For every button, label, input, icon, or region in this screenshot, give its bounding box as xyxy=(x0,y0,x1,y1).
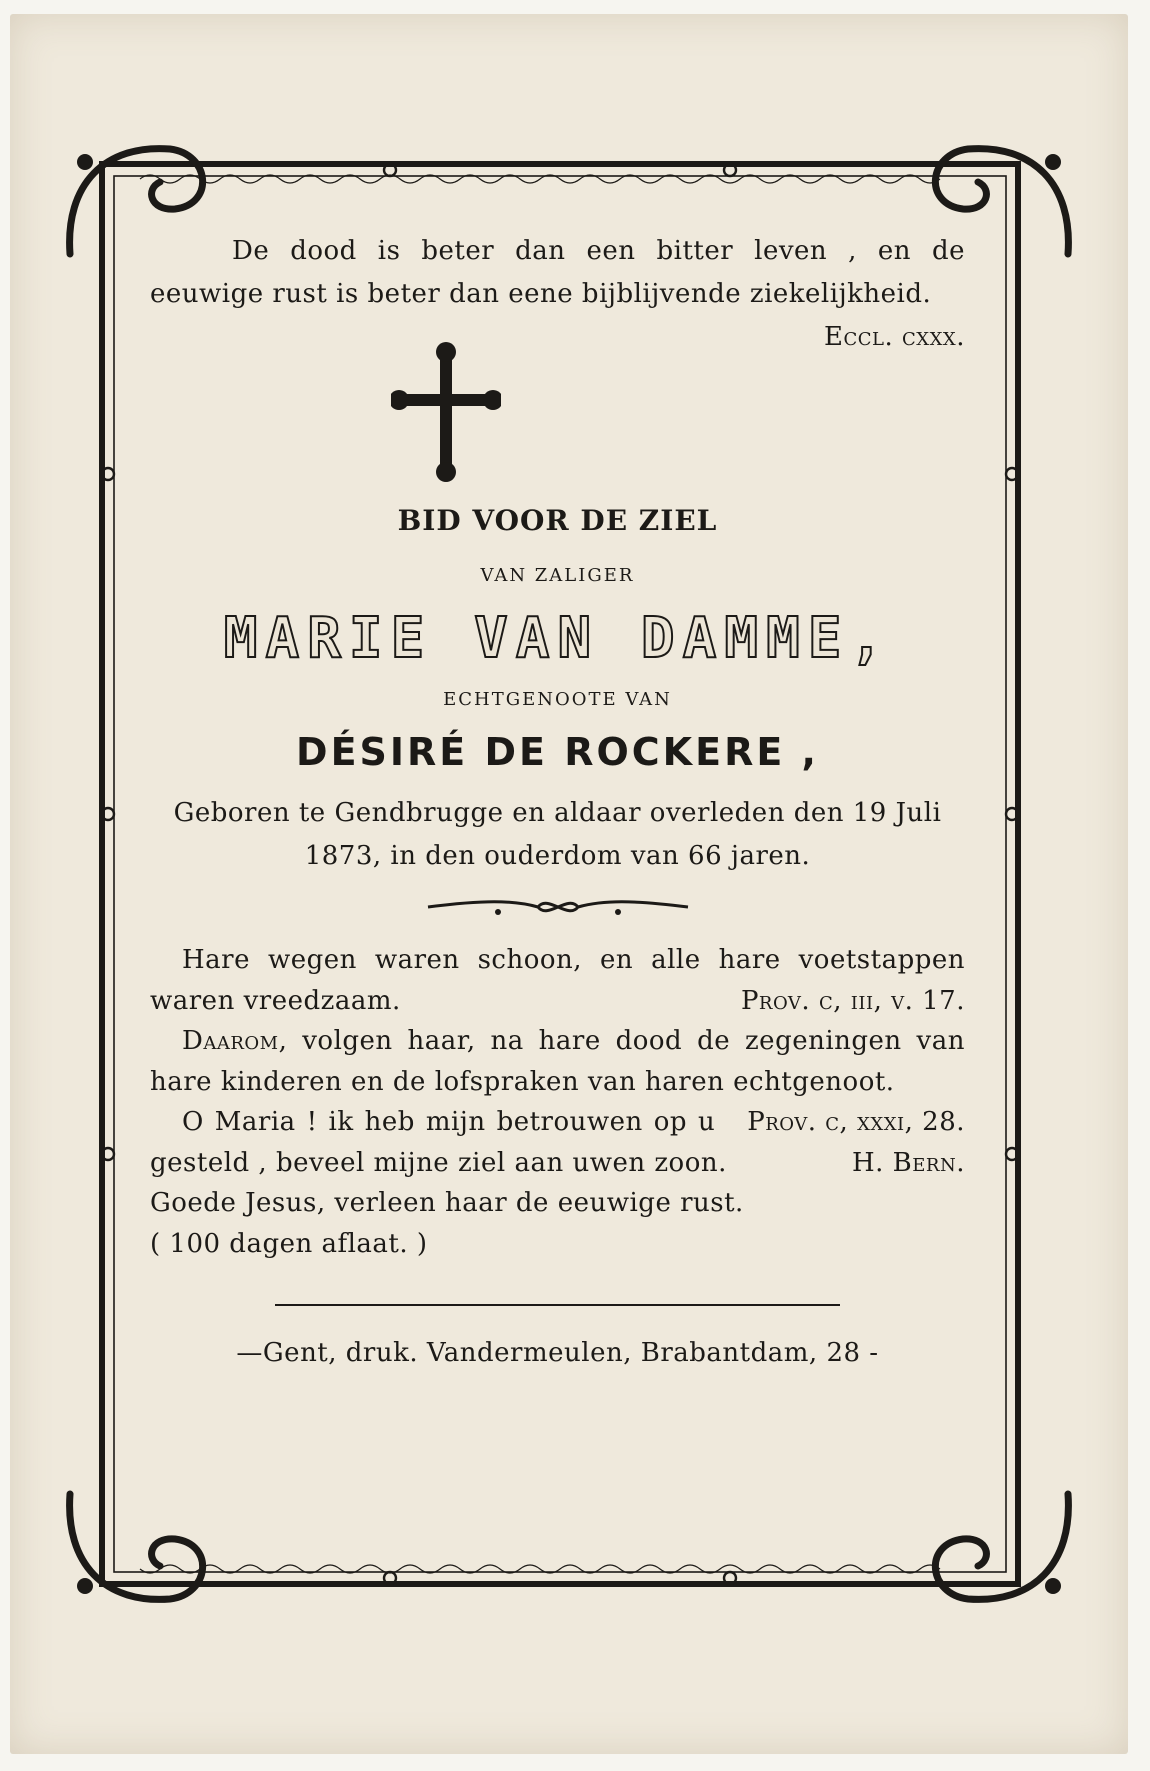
prayer-1-text: Hare wegen waren schoon, en alle hare voetstappen waren vreedzaam. xyxy=(150,945,965,1016)
deceased-name: MARIE VAN DAMME, xyxy=(223,606,892,671)
epigraph xyxy=(150,230,965,352)
epigraph-reference: Eccl. cxxx. xyxy=(824,322,965,352)
prayer-1 xyxy=(150,940,965,1021)
prayer-3-text: O Maria ! ik heb mijn betrouwen op u gesteld , beveel mijne ziel aan uwen zoon. xyxy=(150,1107,727,1178)
cross-icon xyxy=(391,342,501,482)
closing-prayer: Goede Jesus, verleen haar de eeuwige rust. xyxy=(150,1188,744,1218)
indulgence: ( 100 dagen aflaat. ) xyxy=(150,1228,428,1259)
spouse-name: DÉSIRÉ DE ROCKERE , xyxy=(296,730,819,774)
prayer-2 xyxy=(150,1021,965,1137)
prayer-texts xyxy=(150,940,965,1264)
birth-death-text: Geboren te Gendbrugge en aldaar overleden den 19 Juli 1873, in den ouderdom van 66 jaren. xyxy=(173,798,942,871)
prayer-1-ref: Prov. c, iii, v. 17. xyxy=(740,985,965,1016)
flourish-divider xyxy=(423,892,693,922)
van-zaliger: VAN ZALIGER xyxy=(480,565,635,586)
prayer-2-text: , volgen haar, na hare dood de zegeningen van hare kinderen en de lofspraken van haren echtgenoot. xyxy=(150,1026,965,1097)
spouse-label: ECHTGENOOTE VAN xyxy=(443,689,672,710)
horizontal-rule xyxy=(275,1304,840,1306)
epigraph-text: De dood is beter dan een bitter leven , en de eeuwige rust is beter dan eene bijblijvende ziekelijkheid. xyxy=(150,236,965,309)
prayer-heading: BID VOOR DE ZIEL xyxy=(397,504,718,537)
printer-imprint: —Gent, druk. Vandermeulen, Brabantdam, 28 - xyxy=(236,1338,879,1368)
prayer-2-ref: Prov. c, xxxi, 28. xyxy=(747,1107,965,1137)
prayer-3-ref: H. Bern. xyxy=(851,1147,965,1178)
card-text xyxy=(150,230,965,1368)
prayer-2-lead: Daarom xyxy=(182,1026,279,1056)
